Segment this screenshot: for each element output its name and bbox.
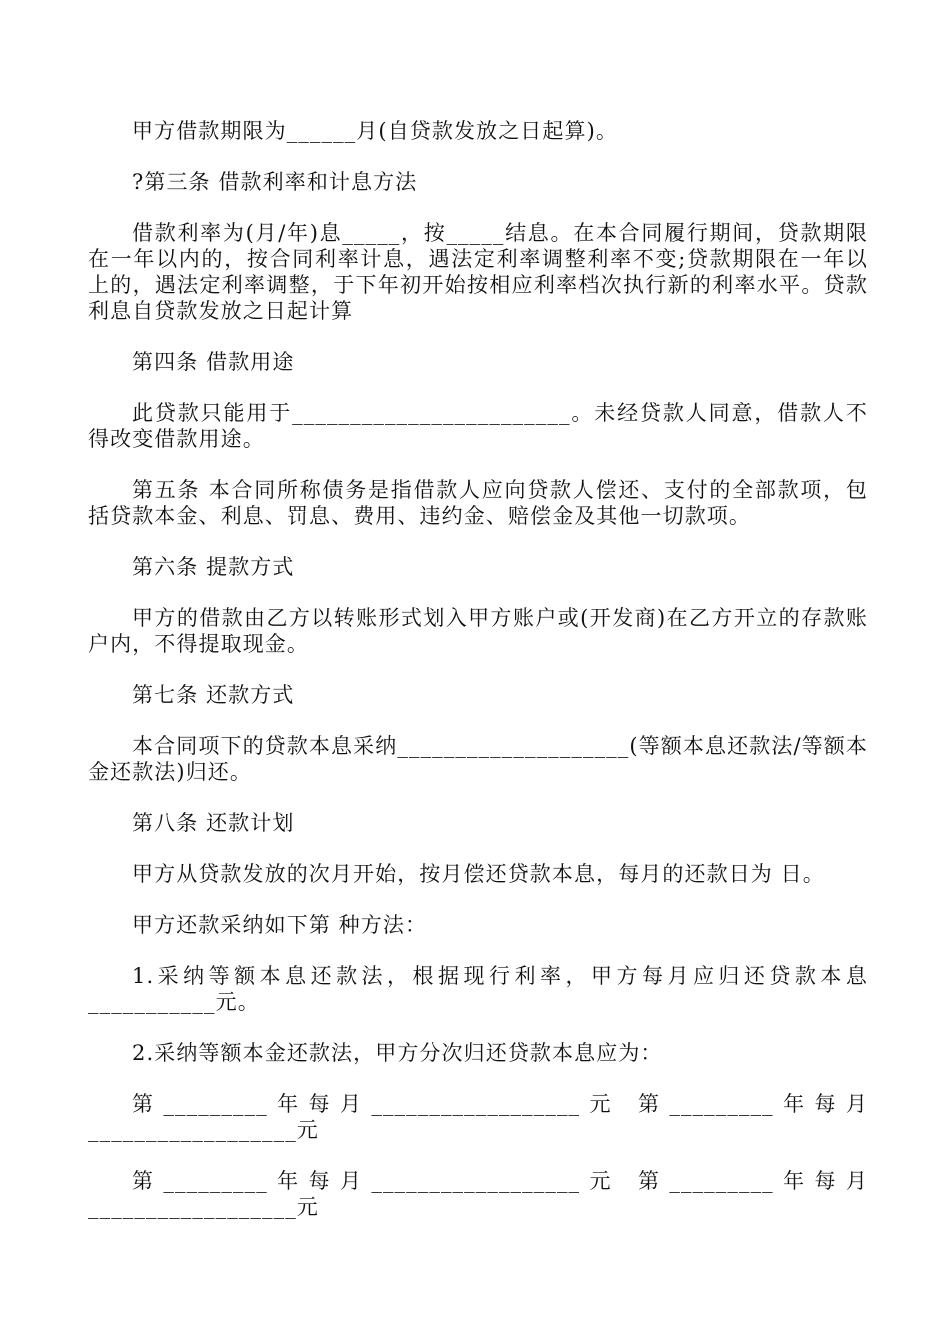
loan-purpose-paragraph: 此贷款只能用于________________________。未经贷款人同意，借款人不得改变借款用途。 [88,401,868,451]
article-3-heading: ?第三条 借款利率和计息方法 [132,170,418,194]
equal-principal-paragraph: 2.采纳等额本金还款法，甲方分次归还贷款本息应为： [132,1041,663,1065]
article-4-heading: 第四条 借款用途 [132,350,295,374]
equal-installment-paragraph: 1.采纳等额本息还款法，根据现行利率，甲方每月应归还贷款本息___________元。 [88,964,868,1014]
interest-rate-paragraph: 借款利率为(月/年)息_____，按_____结息。在本合同履行期间，贷款期限在一年以内的，按合同利率计息，遇法定利率调整利率不变;贷款期限在一年以上的，遇法定利率调整，于下年初开始按相应利率档次执行新的利率水平。贷款利息自贷款发放之日起计算 [88,221,868,323]
repayment-day-paragraph: 甲方从贷款发放的次月开始，按月偿还贷款本息，每月的还款日为 日。 [132,862,825,886]
schedule-row-2: 第_________年每月__________________元 第_________年每月__________________元 [88,1169,868,1219]
article-7-heading: 第七条 还款方式 [132,683,295,707]
article-5-paragraph: 第五条 本合同所称债务是指借款人应向贷款人偿还、支付的全部款项，包括贷款本金、利息、罚息、费用、违约金、赔偿金及其他一切款项。 [88,478,868,528]
drawdown-method-paragraph: 甲方的借款由乙方以转账形式划入甲方账户或(开发商)在乙方开立的存款账户内，不得提取现金。 [88,606,868,656]
article-6-heading: 第六条 提款方式 [132,555,295,579]
document-page [88,118,868,1245]
schedule-row-1: 第_________年每月__________________元 第_________年每月__________________元 [88,1092,868,1142]
repayment-option-paragraph: 甲方还款采纳如下第 种方法： [132,913,428,937]
article-8-heading: 第八条 还款计划 [132,811,295,835]
repayment-method-paragraph: 本合同项下的贷款本息采纳____________________(等额本息还款法/等额本金还款法)归还。 [88,734,868,784]
loan-term-paragraph: 甲方借款期限为______月(自贷款发放之日起算)。 [132,119,618,143]
